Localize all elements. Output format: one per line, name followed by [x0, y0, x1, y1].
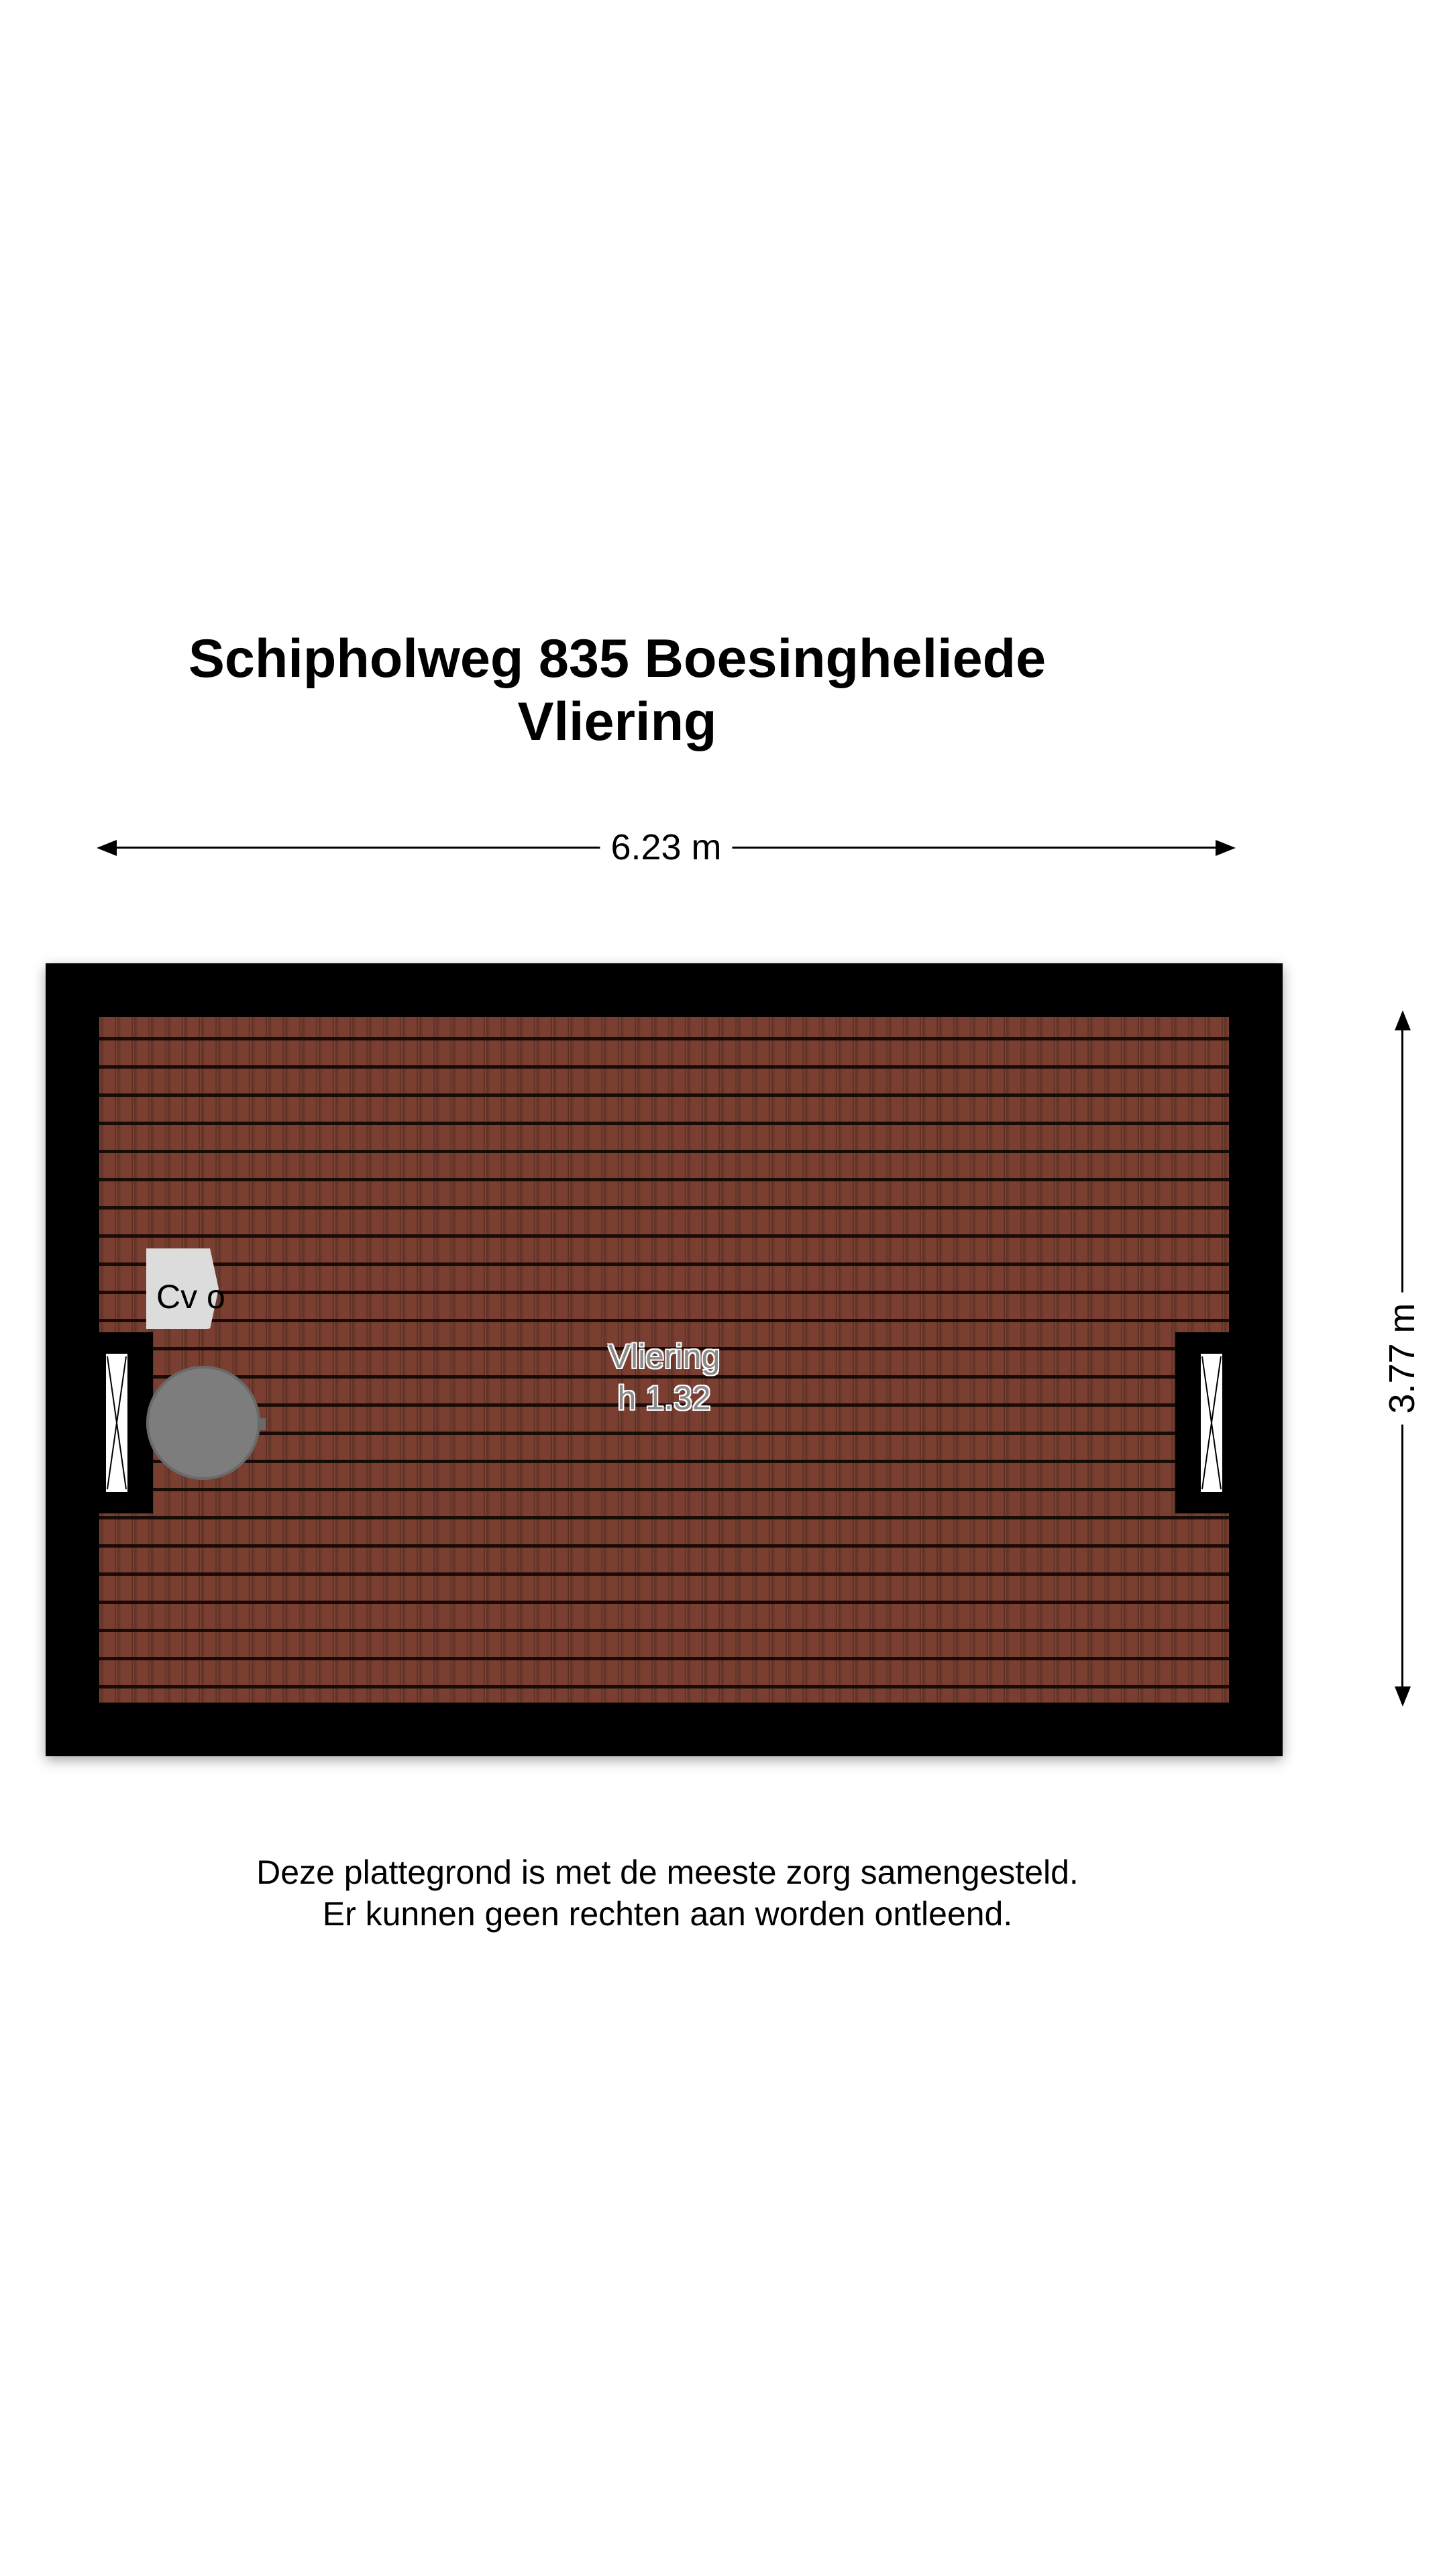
- boiler-connector: [258, 1418, 266, 1430]
- width-dimension: [99, 824, 1233, 871]
- roof-floor: [99, 1017, 1229, 1703]
- floor-title: Vliering: [517, 692, 717, 752]
- arrow-right-icon: [1216, 840, 1236, 856]
- arrow-left-icon: [97, 840, 117, 856]
- right-window-niche: [1175, 1332, 1229, 1513]
- disclaimer-line-2: Er kunnen geen rechten aan worden ontleend.: [322, 1895, 1013, 1933]
- address-title: Schipholweg 835 Boesingheliede: [188, 629, 1046, 689]
- disclaimer: [0, 1851, 1335, 1935]
- room-name: Vliering: [608, 1338, 720, 1375]
- depth-dimension-label: 3.77 m: [1379, 1292, 1426, 1424]
- room-label-vliering: [564, 1336, 765, 1419]
- arrow-down-icon: [1395, 1686, 1411, 1707]
- room-height: h 1.32: [617, 1379, 711, 1417]
- cv-label: Cv o: [156, 1278, 225, 1316]
- round-boiler-icon: [146, 1366, 260, 1480]
- floor-plan: [46, 963, 1283, 1756]
- disclaimer-line-1: Deze plattegrond is met de meeste zorg samengesteld.: [256, 1854, 1079, 1891]
- width-dimension-label: 6.23 m: [600, 824, 732, 871]
- roof-window-icon: [1199, 1352, 1224, 1493]
- left-window-niche: [99, 1332, 153, 1513]
- page-title: [0, 627, 1234, 753]
- depth-dimension: [1379, 1013, 1426, 1704]
- roof-window-icon: [105, 1352, 129, 1493]
- arrow-up-icon: [1395, 1010, 1411, 1030]
